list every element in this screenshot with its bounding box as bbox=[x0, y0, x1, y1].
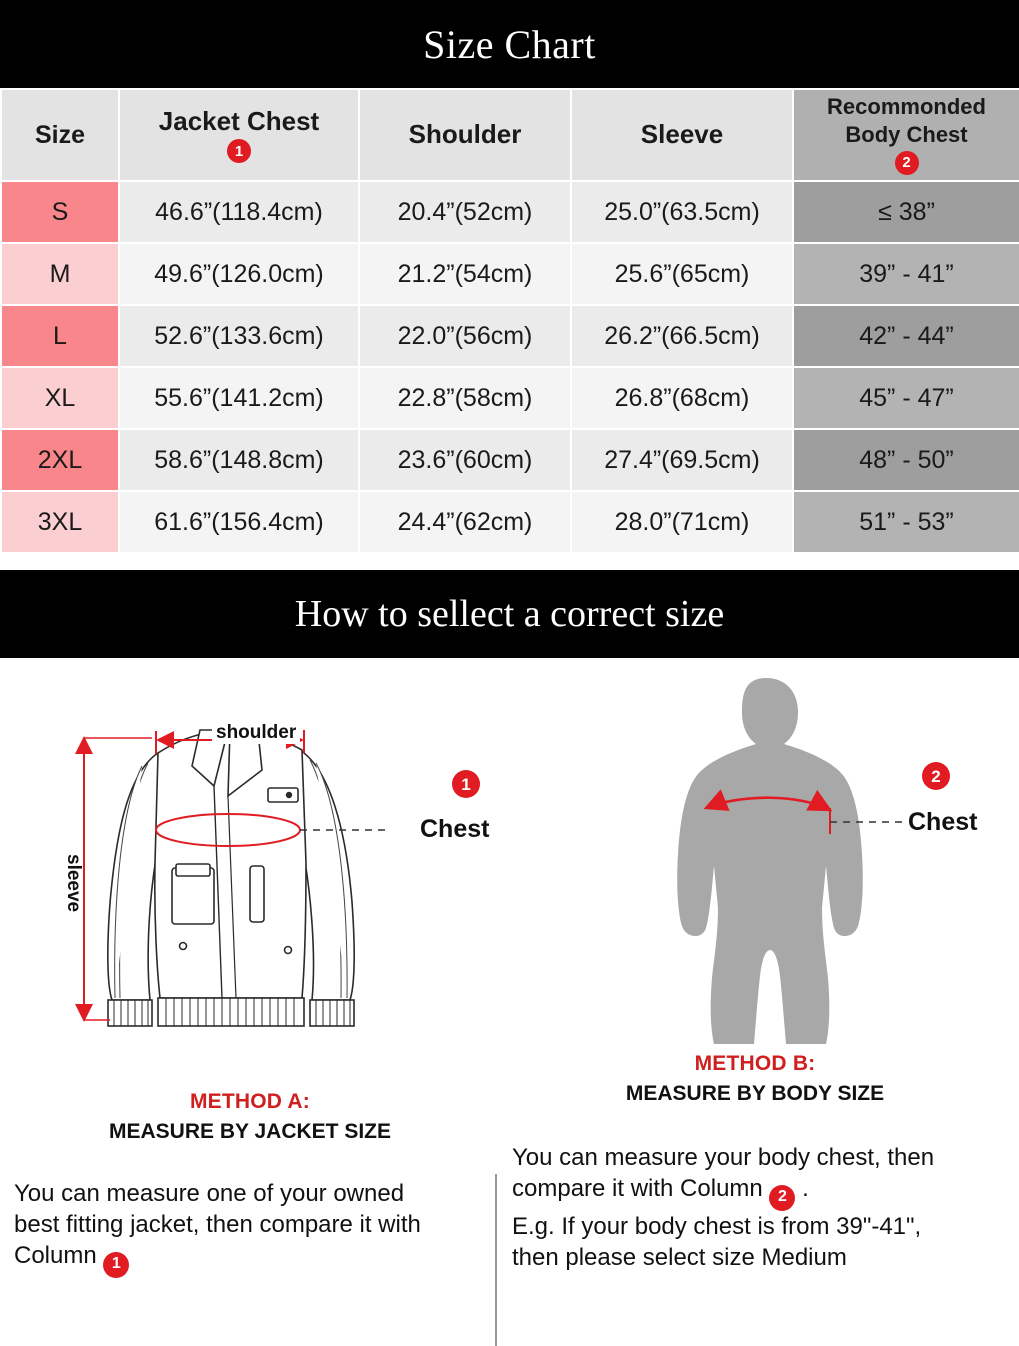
column-header-body-chest bbox=[793, 89, 1019, 181]
size-chart-table bbox=[0, 88, 1019, 554]
measure-illustrations bbox=[0, 658, 1019, 1078]
column-header-shoulder bbox=[359, 89, 571, 181]
method-b-line4: then please select size Medium bbox=[512, 1243, 847, 1271]
body-chest-label: Chest bbox=[908, 808, 978, 836]
badge-two-inline-icon: 2 bbox=[769, 1185, 795, 1211]
method-b-line1: You can measure your body chest, then bbox=[512, 1144, 935, 1171]
method-captions bbox=[0, 1052, 1019, 1346]
column-header-jacket-chest-label: Jacket Chest bbox=[158, 105, 320, 136]
table-row bbox=[1, 367, 1019, 429]
cell-shoulder: 20.4”(52cm) bbox=[359, 181, 571, 243]
cell-jacket-chest: 58.6”(148.8cm) bbox=[119, 429, 359, 491]
jacket-illustration bbox=[108, 730, 354, 1026]
how-to-title: How to sellect a correct size bbox=[294, 593, 725, 635]
column-header-body-chest-line2: Body Chest bbox=[845, 122, 968, 147]
cell-sleeve: 26.8”(68cm) bbox=[571, 367, 793, 429]
column-header-size bbox=[1, 89, 119, 181]
method-a-subtitle: MEASURE BY JACKET SIZE bbox=[109, 1120, 391, 1143]
cell-sleeve: 28.0”(71cm) bbox=[571, 491, 793, 553]
cell-jacket-chest: 55.6”(141.2cm) bbox=[119, 367, 359, 429]
method-a-line3: Column bbox=[14, 1242, 97, 1270]
method-b-title: METHOD B: bbox=[694, 1052, 816, 1075]
cell-sleeve: 25.0”(63.5cm) bbox=[571, 181, 793, 243]
table-row bbox=[1, 243, 1019, 305]
method-b-line2: compare it with Column bbox=[512, 1175, 763, 1203]
cell-body-chest: 45” - 47” bbox=[793, 367, 1019, 429]
column-header-size-label: Size bbox=[34, 121, 86, 149]
cell-sleeve: 26.2”(66.5cm) bbox=[571, 305, 793, 367]
sleeve-label: sleeve bbox=[63, 854, 84, 913]
table-header-row bbox=[1, 89, 1019, 181]
cell-size: M bbox=[1, 243, 119, 305]
method-a-paragraph bbox=[14, 1178, 494, 1278]
cell-body-chest: 42” - 44” bbox=[793, 305, 1019, 367]
badge-one-inline-icon: 1 bbox=[103, 1252, 129, 1278]
cell-jacket-chest: 49.6”(126.0cm) bbox=[119, 243, 359, 305]
body-illustration bbox=[677, 678, 863, 1044]
column-divider bbox=[495, 1174, 497, 1346]
method-a-caption bbox=[20, 1090, 480, 1144]
column-header-shoulder-label: Shoulder bbox=[408, 119, 522, 150]
cell-jacket-chest: 61.6”(156.4cm) bbox=[119, 491, 359, 553]
cell-size: 3XL bbox=[1, 491, 119, 553]
method-b-paragraph bbox=[512, 1142, 1012, 1273]
how-to-title-bar bbox=[0, 570, 1019, 658]
cell-body-chest: 48” - 50” bbox=[793, 429, 1019, 491]
cell-shoulder: 24.4”(62cm) bbox=[359, 491, 571, 553]
cell-jacket-chest: 46.6”(118.4cm) bbox=[119, 181, 359, 243]
method-a-title: METHOD A: bbox=[189, 1090, 310, 1113]
badge-two-body-icon: 2 bbox=[922, 762, 950, 790]
column-header-body-chest-line1: Recommonded bbox=[827, 94, 986, 120]
method-a-line1: You can measure one of your owned bbox=[14, 1180, 405, 1207]
cell-size: 2XL bbox=[1, 429, 119, 491]
table-row bbox=[1, 305, 1019, 367]
badge-one-jacket-icon: 1 bbox=[452, 770, 480, 798]
cell-size: S bbox=[1, 181, 119, 243]
cell-size: L bbox=[1, 305, 119, 367]
cell-jacket-chest: 52.6”(133.6cm) bbox=[119, 305, 359, 367]
cell-shoulder: 21.2”(54cm) bbox=[359, 243, 571, 305]
illustration-area bbox=[0, 658, 1019, 1078]
cell-body-chest: 39” - 41” bbox=[793, 243, 1019, 305]
method-b-line3: E.g. If your body chest is from 39"-41", bbox=[512, 1212, 922, 1240]
table-row bbox=[1, 181, 1019, 243]
cell-sleeve: 27.4”(69.5cm) bbox=[571, 429, 793, 491]
method-b-line2-tail: . bbox=[802, 1175, 809, 1203]
column-header-sleeve bbox=[571, 89, 793, 181]
cell-shoulder: 22.8”(58cm) bbox=[359, 367, 571, 429]
cell-body-chest: 51” - 53” bbox=[793, 491, 1019, 553]
badge-one-icon: 1 bbox=[227, 139, 251, 163]
cell-sleeve: 25.6”(65cm) bbox=[571, 243, 793, 305]
size-chart-title-bar bbox=[0, 0, 1019, 88]
cell-body-chest: ≤ 38” bbox=[793, 181, 1019, 243]
shoulder-label: shoulder bbox=[212, 722, 300, 744]
cell-size: XL bbox=[1, 367, 119, 429]
jacket-chest-label: Chest bbox=[420, 815, 490, 843]
method-b-caption bbox=[520, 1052, 990, 1106]
table-row bbox=[1, 491, 1019, 553]
cell-shoulder: 22.0”(56cm) bbox=[359, 305, 571, 367]
badge-two-icon: 2 bbox=[895, 151, 919, 175]
page-title: Size Chart bbox=[423, 21, 596, 67]
section-spacer bbox=[0, 554, 1019, 570]
table-row bbox=[1, 429, 1019, 491]
method-a-line2: best fitting jacket, then compare it with bbox=[14, 1211, 421, 1239]
method-b-subtitle: MEASURE BY BODY SIZE bbox=[625, 1082, 885, 1105]
column-header-sleeve-label: Sleeve bbox=[640, 119, 724, 150]
column-header-jacket-chest bbox=[119, 89, 359, 181]
cell-shoulder: 23.6”(60cm) bbox=[359, 429, 571, 491]
